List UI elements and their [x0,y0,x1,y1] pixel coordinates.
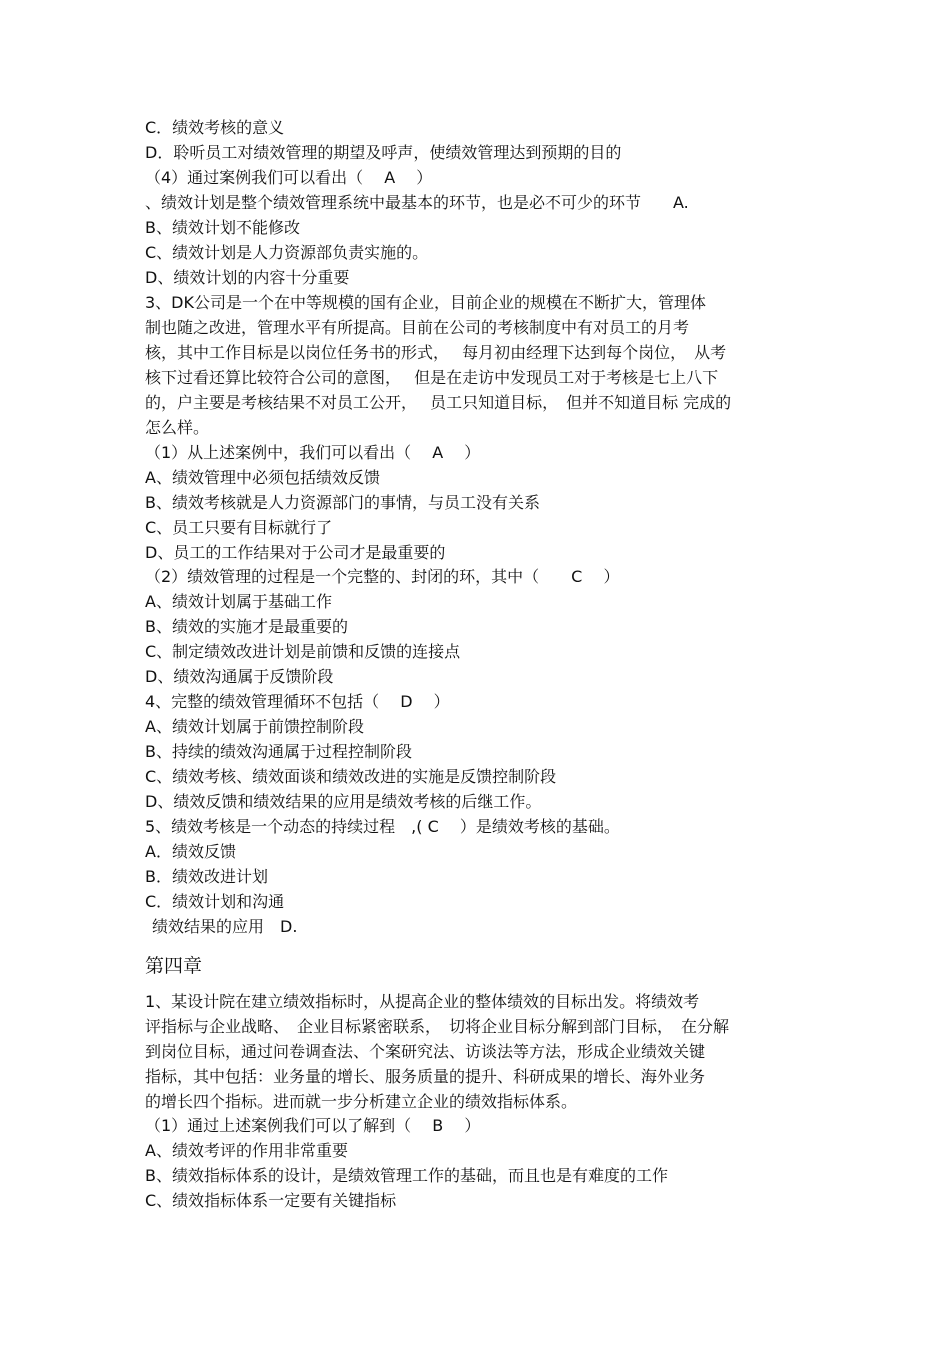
option-c-text: C、绩效考核、绩效面谈和绩效改进的实施是反馈控制阶段 [145,767,557,786]
case-paragraph-line: 到岗位目标，通过问卷调查法、个案研究法、访谈法等方法，形成企业绩效关键 [145,1042,706,1061]
option-d-text: D、绩效计划的内容十分重要 [145,268,350,287]
option-c-text: C、绩效指标体系一定要有关键指标 [145,1191,397,1210]
case-paragraph-line: 的，户主要是考核结果不对员工公开， 员工只知道目标， 但并不知道目标 完成的 [145,393,732,412]
option-c-text: C、制定绩效改进计划是前馈和反馈的连接点 [145,642,461,661]
option-d-text: D、绩效沟通属于反馈阶段 [145,667,334,686]
case-paragraph-line: 核下过看还算比较符合公司的意图， 但是在走访中发现员工对于考核是七上八下 [145,368,719,387]
option-b-text: B、绩效指标体系的设计，是绩效管理工作的基础，而且也是有难度的工作 [145,1166,668,1185]
question-text: （1）通过上述案例我们可以了解到（ B ） [145,1116,481,1135]
case-paragraph-line: 指标，其中包括：业务量的增长、服务质量的提升、科研成果的增长、海外业务 [145,1067,706,1086]
question-text: 4、完整的绩效管理循环不包括（ D ） [145,692,450,711]
option-a-text: A、绩效管理中必须包括绩效反馈 [145,468,380,487]
option-a-text: A．绩效反馈 [145,842,236,861]
option-b-text: B、持续的绩效沟通属于过程控制阶段 [145,742,412,761]
option-d-text: D、员工的工作结果对于公司才是最重要的 [145,543,446,562]
question-text: 5、绩效考核是一个动态的持续过程 ,( C ）是绩效考核的基础。 [145,817,620,836]
case-paragraph-line: 怎么样。 [145,418,210,437]
option-d-text: 绩效结果的应用 D. [152,917,298,936]
question-text: （4）通过案例我们可以看出（ A ） [145,168,433,187]
option-c-text: C、员工只要有目标就行了 [145,518,333,537]
option-b-text: B、绩效计划不能修改 [145,218,300,237]
case-paragraph-line: 的增长四个指标。进而就一步分析建立企业的绩效指标体系。 [145,1092,578,1111]
option-c-text: C、绩效计划是人力资源部负责实施的。 [145,243,429,262]
question-text: （2）绩效管理的过程是一个完整的、封闭的环，其中（ C ） [145,567,620,586]
chapter-title: 第四章 [145,955,203,977]
option-b-text: B．绩效改进计划 [145,867,268,886]
option-c-text: C．绩效计划和沟通 [145,892,285,911]
option-b-text: B、绩效的实施才是最重要的 [145,617,348,636]
case-paragraph-line: 3、DK公司是一个在中等规模的国有企业，目前企业的规模在不断扩大，管理体 [145,293,706,312]
option-d-text: D．聆听员工对绩效管理的期望及呼声，使绩效管理达到预期的目的 [145,143,622,162]
case-paragraph-line: 1、某设计院在建立绩效指标时，从提高企业的整体绩效的目标出发。将绩效考 [145,992,700,1011]
option-a-text: A、绩效计划属于基础工作 [145,592,332,611]
option-b-text: B、绩效考核就是人力资源部门的事情，与员工没有关系 [145,493,540,512]
case-paragraph-line: 核，其中工作目标是以岗位任务书的形式， 每月初由经理下达到每个岗位， 从考 [145,343,727,362]
option-d-text: D、绩效反馈和绩效结果的应用是绩效考核的后继工作。 [145,792,542,811]
case-paragraph-line: 制也随之改进，管理水平有所提高。目前在公司的考核制度中有对员工的月考 [145,318,690,337]
case-paragraph-line: 评指标与企业战略、 企业目标紧密联系， 切将企业目标分解到部门目标， 在分解 [145,1017,730,1036]
option-a-text: A、绩效考评的作用非常重要 [145,1141,348,1160]
question-text: （1）从上述案例中，我们可以看出（ A ） [145,443,481,462]
option-a-text: 、绩效计划是整个绩效管理系统中最基本的环节，也是必不可少的环节 A. [145,193,689,212]
option-a-text: A、绩效计划属于前馈控制阶段 [145,717,364,736]
option-c-text: C．绩效考核的意义 [145,118,285,137]
